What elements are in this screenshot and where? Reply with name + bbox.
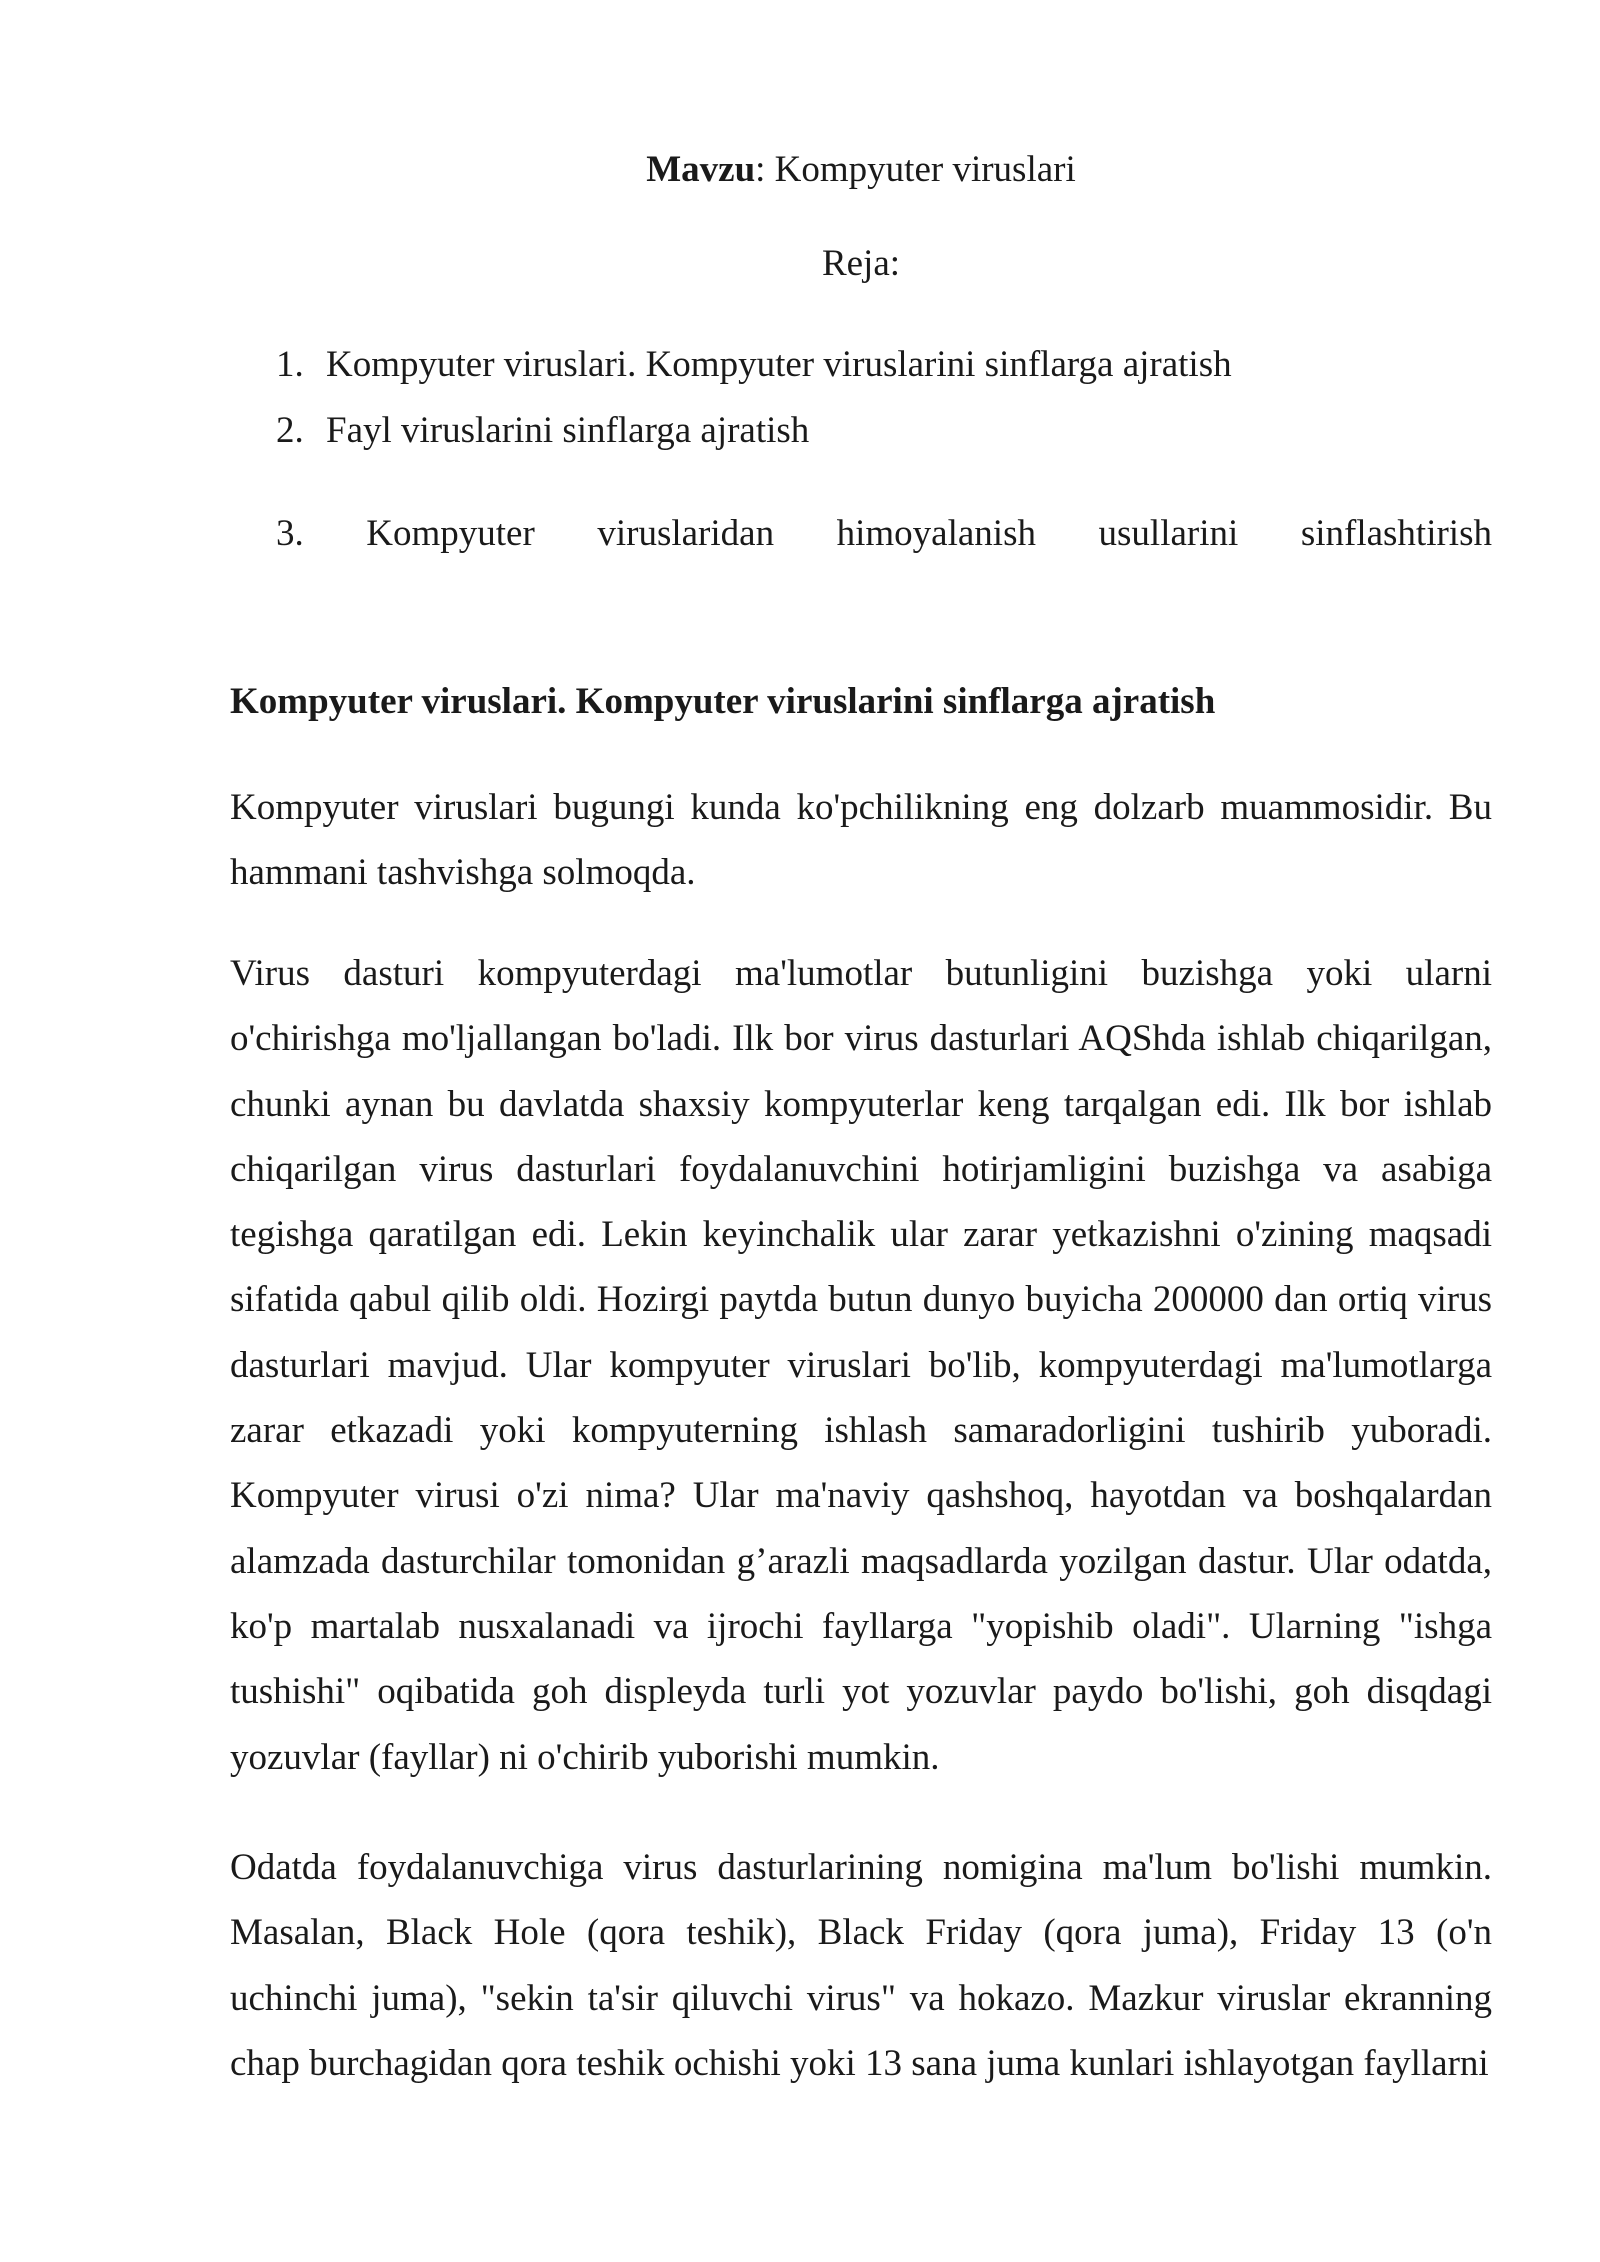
title-text: : Kompyuter viruslari <box>755 149 1076 190</box>
document-title <box>230 144 1492 196</box>
plan-item-number: 3. <box>276 513 304 554</box>
plan-item <box>276 405 809 457</box>
plan-item-text: Kompyuter viruslari. Kompyuter viruslarini sinflarga ajratish <box>326 344 1232 385</box>
plan-item <box>276 339 1232 391</box>
plan-item-word: Kompyuter <box>366 513 535 554</box>
body-paragraph: Kompyuter viruslari bugungi kunda ko'pchilikning eng dolzarb muammosidir. Bu hammani tashvishga solmoqda. <box>230 787 1492 894</box>
plan-item-text: Fayl viruslarini sinflarga ajratish <box>326 410 810 451</box>
plan-item-word: usullarini <box>1098 513 1239 554</box>
plan-item-number: 2. <box>276 410 304 451</box>
plan-item-number: 1. <box>276 344 304 385</box>
plan-item <box>276 508 1492 560</box>
section-heading: Kompyuter viruslari. Kompyuter viruslarini sinflarga ajratish <box>230 681 1216 722</box>
body-paragraph: Odatda foydalanuvchiga virus dasturlarining nomigina ma'lum bo'lishi mumkin. Masalan, Black Hole (qora teshik), Black Friday (qora juma), Friday 13 (o'n uchinchi juma), "sekin ta'sir qiluvchi virus" va hokazo. Mazkur viruslar ekranning chap burchagidan qora teshik ochishi yoki 13 sana juma kunlari ishlayotgan fayllarni <box>230 1847 1492 2084</box>
body-paragraph: Virus dasturi kompyuterdagi ma'lumotlar butunligini buzishga yoki ularni o'chirishga mo'ljallangan bo'ladi. Ilk bor virus dasturlari AQShda ishlab chiqarilgan, chunki aynan bu davlatda shaxsiy kompyuterlar keng tarqalgan edi. Ilk bor ishlab chiqarilgan virus dasturlari foydalanuvchini hotirjamligini buzishga va asabiga tegishga qaratilgan edi. Lekin keyinchalik ular zarar yetkazishni o'zining maqsadi sifatida qabul qilib oldi. Hozirgi paytda butun dunyo buyicha 200000 dan ortiq virus dasturlari mavjud. Ular kompyuter viruslari bo'lib, kompyuterdagi ma'lumotlarga zarar etkazadi yoki kompyuterning ishlash samaradorligini tushirib yuboradi. Kompyuter virusi o'zi nima? Ular ma'naviy qashshoq, hayotdan va boshqalardan alamzada dasturchilar tomonidan g’arazli maqsadlarda yozilgan dastur. Ular odatda, ko'p martalab nusxalanadi va ijrochi fayllarga "yopishib oladi". Ularning "ishga tushishi" oqibatida goh displeyda turli yot yozuvlar paydo bo'lishi, goh disqdagi yozuvlar (fayllar) ni o'chirib yuborishi mumkin. <box>230 953 1492 1778</box>
plan-item-word: viruslaridan <box>597 513 775 554</box>
plan-heading: Reja: <box>821 243 901 284</box>
plan-item-word: himoyalanish <box>836 513 1036 554</box>
title-label: Mavzu <box>646 149 756 190</box>
plan-item-word: sinflashtirish <box>1300 513 1492 554</box>
